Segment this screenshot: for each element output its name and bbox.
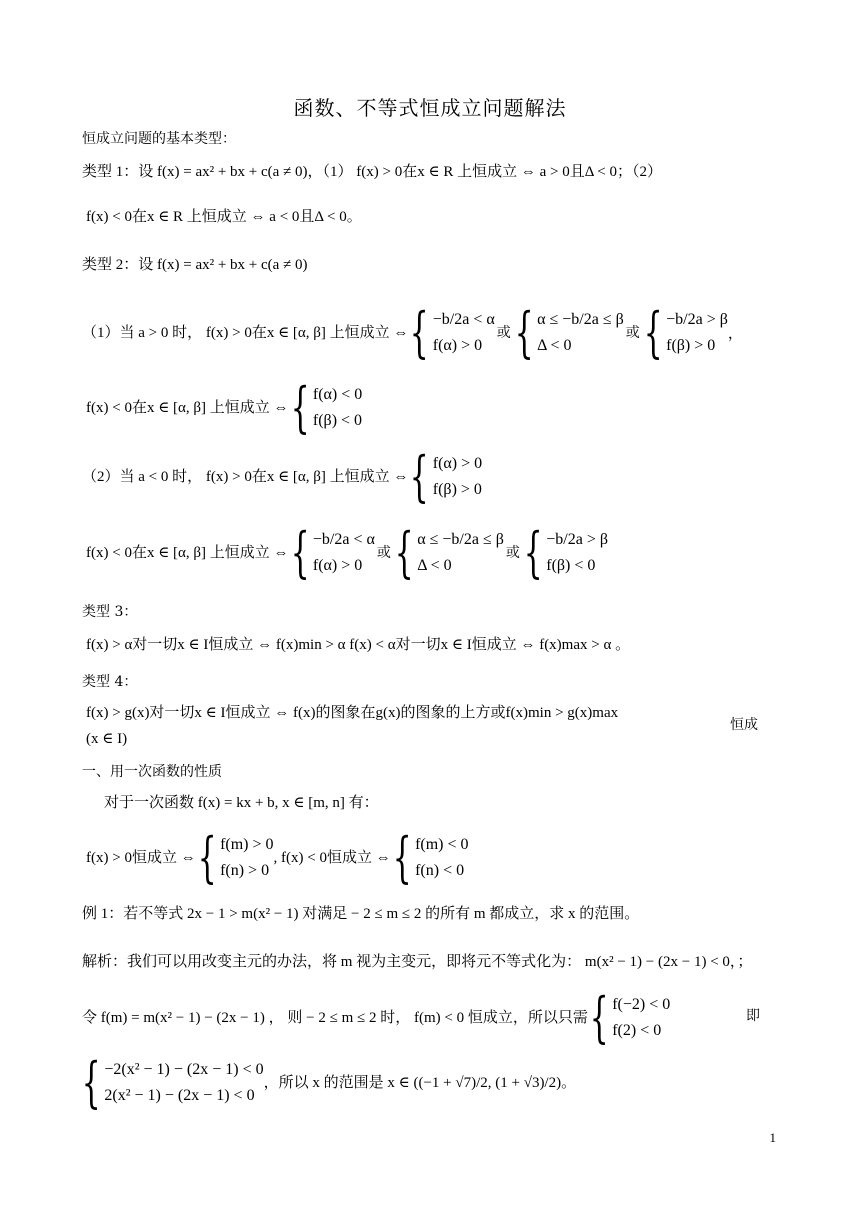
type2-case2b-system-b: { α ≤ −b/2a ≤ β Δ < 0 bbox=[394, 521, 504, 584]
type2-case1-system-b: { α ≤ −b/2a ≤ β Δ < 0 bbox=[514, 301, 624, 364]
type2-case1-row: （1）当 a > 0 时， f(x) > 0在x ∈ [α, β] 上恒成立 ⇔ { −b/2a < α f(α) > 0 或 { α ≤ −b/2a ≤ β Δ < 0 或 { −b/2a > β f(β) > 0 ， bbox=[82, 301, 743, 364]
type2-case1b-system: { f(α) < 0 f(β) < 0 bbox=[290, 376, 363, 439]
type4-trail: 恒成 bbox=[730, 717, 758, 733]
type2-case1-lead: （1）当 a > 0 时， f(x) > 0在x ∈ [α, β] 上恒成立 ⇔ bbox=[82, 325, 409, 341]
type2-case1b-lead: f(x) < 0在x ∈ [α, β] 上恒成立 ⇔ bbox=[86, 400, 289, 416]
type2-case2b-system-c: { −b/2a > β f(β) < 0 bbox=[523, 521, 608, 584]
example1-ji: 即 bbox=[746, 1008, 760, 1024]
example1-analysis: 解析：我们可以用改变主元的办法，将 m 视为主变元，即将元不等式化为： m(x² − 1) − (2x − 1) < 0，； bbox=[82, 954, 753, 970]
page-number: 1 bbox=[769, 1130, 776, 1145]
type2-heading: 类型 2：设 f(x) = ax² + bx + c(a ≠ 0) bbox=[82, 257, 308, 273]
section1-heading: 一、用一次函数的性质 bbox=[82, 764, 222, 780]
example1-problem: 例 1：若不等式 2x − 1 > m(x² − 1) 对满足 − 2 ≤ m ≤ 2 的所有 m 都成立，求 x 的范围。 bbox=[82, 906, 640, 922]
type2-case2-row bbox=[82, 445, 483, 508]
type2-case2-lead: （2）当 a < 0 时， f(x) > 0在x ∈ [α, β] 上恒成立 ⇔ bbox=[82, 469, 409, 485]
section1-system-negative: { f(m) < 0 f(n) < 0 bbox=[392, 826, 469, 889]
type2-case1b-row bbox=[86, 376, 363, 439]
section1-system-positive: { f(m) > 0 f(n) > 0 bbox=[197, 826, 274, 889]
section1-intro: 对于一次函数 f(x) = kx + b, x ∈ [m, n] 有： bbox=[104, 795, 379, 811]
example1-let-row: 令 f(m) = m(x² − 1) − (2x − 1) ， 则 − 2 ≤ m ≤ 2 时， f(m) < 0 恒成立，所以只需 { f(−2) < 0 f(2) < 0 bbox=[82, 986, 671, 1049]
section1-condition-row: f(x) > 0恒成立 ⇔ { f(m) > 0 f(n) > 0 , f(x) < 0恒成立 ⇔ { f(m) < 0 f(n) < 0 bbox=[86, 826, 469, 889]
page-title: 函数、不等式恒成立问题解法 bbox=[293, 96, 567, 120]
example1-final-row: { −2(x² − 1) − (2x − 1) < 0 2(x² − 1) − (2x − 1) < 0 ，所以 x 的范围是 x ∈ ((−1 + √7)/2, (1 + √3)/2)。 bbox=[81, 1051, 577, 1114]
type3-line: f(x) > α对一切x ∈ I恒成立 ⇔ f(x)min > α f(x) < α对一切x ∈ I恒成立 ⇔ f(x)max > α 。 bbox=[86, 637, 631, 653]
type3-heading: 类型 3： bbox=[82, 604, 138, 620]
type2-case2-system: { f(α) > 0 f(β) > 0 bbox=[410, 445, 483, 508]
type2-case2b-system-a: { −b/2a < α f(α) > 0 bbox=[290, 521, 375, 584]
type2-case1-system-a: { −b/2a < α f(α) > 0 bbox=[410, 301, 495, 364]
type4-heading: 类型 4： bbox=[82, 674, 138, 690]
type4-line1: f(x) > g(x)对一切x ∈ I恒成立 ⇔ f(x)的图象在g(x)的图象的上方或f(x)min > g(x)max bbox=[86, 705, 619, 721]
intro-text: 恒成立问题的基本类型： bbox=[82, 131, 236, 147]
example1-let-system: { f(−2) < 0 f(2) < 0 bbox=[589, 986, 671, 1049]
type2-case2b-row: f(x) < 0在x ∈ [α, β] 上恒成立 ⇔ { −b/2a < α f(α) > 0 或 { α ≤ −b/2a ≤ β Δ < 0 或 { −b/2a > β f(β) < 0 bbox=[86, 521, 608, 584]
type2-case1-system-c: { −b/2a > β f(β) > 0 bbox=[643, 301, 728, 364]
type1-line2: f(x) < 0在x ∈ R 上恒成立 ⇔ a < 0且Δ < 0。 bbox=[86, 209, 362, 225]
type4-line2: (x ∈ I) bbox=[86, 731, 128, 747]
type2-case2b-lead: f(x) < 0在x ∈ [α, β] 上恒成立 ⇔ bbox=[86, 545, 289, 561]
example1-final-system: { −2(x² − 1) − (2x − 1) < 0 2(x² − 1) − (2x − 1) < 0 bbox=[81, 1051, 264, 1114]
type1-line1: 类型 1：设 f(x) = ax² + bx + c(a ≠ 0)，（1） f(x) > 0在x ∈ R 上恒成立 ⇔ a > 0且Δ < 0；（2） bbox=[82, 164, 663, 180]
